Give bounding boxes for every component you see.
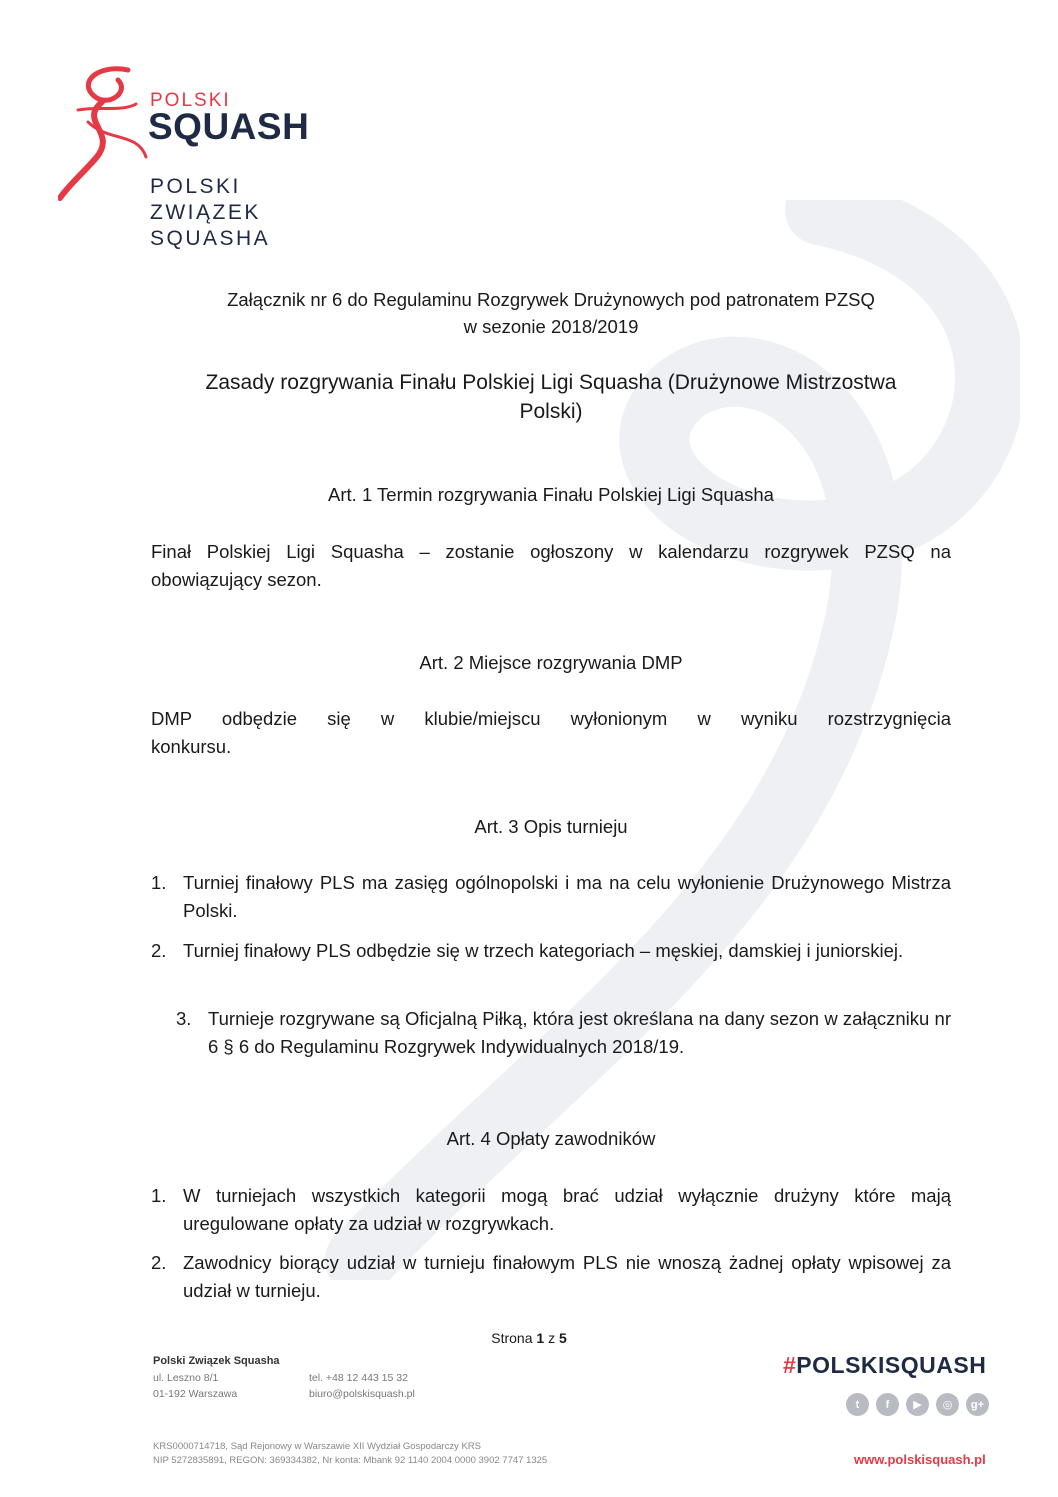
- list-text: Turniej finałowy PLS odbędzie się w trzech kategoriach – męskiej, damskiej i juniorskiej.: [183, 940, 904, 961]
- list-number: 1.: [151, 1185, 167, 1206]
- organization-logo: [58, 62, 358, 262]
- attachment-line: Załącznik nr 6 do Regulaminu Rozgrywek Drużynowych pod patronatem PZSQ: [227, 289, 875, 310]
- logo-union-name: [150, 174, 270, 252]
- article-heading: Art. 3 Opis turnieju: [474, 816, 628, 837]
- attachment-header: [151, 286, 951, 340]
- instagram-icon[interactable]: ◎: [936, 1393, 959, 1416]
- website-link[interactable]: www.polskisquash.pl: [854, 1452, 986, 1467]
- footer-phone: tel. +48 12 443 15 32: [309, 1372, 408, 1384]
- google-plus-icon[interactable]: g+: [966, 1393, 989, 1416]
- article-heading: Art. 2 Miejsce rozgrywania DMP: [419, 652, 683, 673]
- hashtag-text: POLSKISQUASH: [796, 1352, 987, 1378]
- document-title: [151, 368, 951, 426]
- page-label: Strona: [491, 1330, 533, 1346]
- list-number: 1.: [151, 872, 167, 893]
- page-separator: z: [548, 1330, 556, 1346]
- list-number: 3.: [176, 1008, 192, 1029]
- attachment-line: w sezonie 2018/2019: [463, 316, 639, 337]
- list-item: [176, 1005, 951, 1061]
- article-heading: Art. 4 Opłaty zawodników: [446, 1128, 656, 1149]
- list-item: [151, 1249, 951, 1305]
- title-line: Polski): [519, 400, 583, 423]
- facebook-icon[interactable]: f: [876, 1393, 899, 1416]
- article-heading: Art. 1 Termin rozgrywania Finału Polskiej Ligi Squasha: [328, 484, 774, 505]
- title-line: Zasady rozgrywania Finału Polskiej Ligi Squasha (Drużynowe Mistrzostwa: [205, 371, 897, 394]
- page-current: 1: [536, 1330, 545, 1346]
- footer-address: 01-192 Warszawa: [153, 1388, 238, 1400]
- list-text: Turniej finałowy PLS ma zasięg ogólnopolski i ma na celu wyłonienie Drużynowego Mistrza Polski.: [183, 872, 951, 921]
- logo-brand-small: POLSKI: [150, 90, 231, 111]
- logo-union-line: SQUASHA: [150, 227, 271, 250]
- social-links: [846, 1393, 989, 1416]
- hashtag-symbol: #: [783, 1352, 797, 1378]
- logo-brand-large: SQUASH: [148, 106, 310, 147]
- hashtag: [783, 1352, 986, 1379]
- list-number: 2.: [151, 1252, 167, 1273]
- logo-union-line: POLSKI: [150, 175, 241, 198]
- footer-org-name: Polski Związek Squasha: [153, 1355, 280, 1367]
- logo-union-line: ZWIĄZEK: [150, 201, 261, 224]
- footer-registry: NIP 5272835891, REGON: 369334382, Nr konta: Mbank 92 1140 2004 0000 3902 7747 1325: [153, 1455, 548, 1466]
- footer-email[interactable]: biuro@polskisquash.pl: [309, 1388, 415, 1400]
- list-item: [151, 937, 951, 965]
- page-number: [0, 1330, 1058, 1346]
- list-number: 2.: [151, 940, 167, 961]
- youtube-icon[interactable]: ▶: [906, 1393, 929, 1416]
- paragraph-line: DMP odbędzie się w klubie/miejscu wyłonionym w wyniku rozstrzygnięcia: [151, 708, 951, 729]
- footer-address: ul. Leszno 8/1: [153, 1372, 219, 1384]
- list-item: [151, 1182, 951, 1238]
- list-text: Turnieje rozgrywane są Oficjalną Piłką, która jest określana na dany sezon w załączniku nr 6 § 6 do Regulaminu Rozgrywek Indywidualnych 2018/19.: [208, 1008, 951, 1057]
- paragraph-line: konkursu.: [151, 736, 232, 757]
- paragraph-line: Finał Polskiej Ligi Squasha – zostanie ogłoszony w kalendarzu rozgrywek PZSQ na: [151, 541, 951, 562]
- paragraph-line: obowiązujący sezon.: [151, 569, 322, 590]
- list-item: [151, 869, 951, 925]
- article-paragraph: [151, 538, 951, 594]
- page-total: 5: [558, 1330, 567, 1346]
- list-text: W turniejach wszystkich kategorii mogą brać udział wyłącznie drużyny które mają uregulowane opłaty za udział w rozgrywkach.: [183, 1185, 951, 1234]
- squash-player-logo-icon: [58, 62, 148, 202]
- article-paragraph: [151, 705, 951, 761]
- list-text: Zawodnicy biorący udział w turnieju finałowym PLS nie wnoszą żadnej opłaty wpisowej za udział w turnieju.: [183, 1252, 951, 1301]
- twitter-icon[interactable]: t: [846, 1393, 869, 1416]
- footer-registry: KRS0000714718, Sąd Rejonowy w Warszawie XII Wydział Gospodarczy KRS: [153, 1441, 481, 1452]
